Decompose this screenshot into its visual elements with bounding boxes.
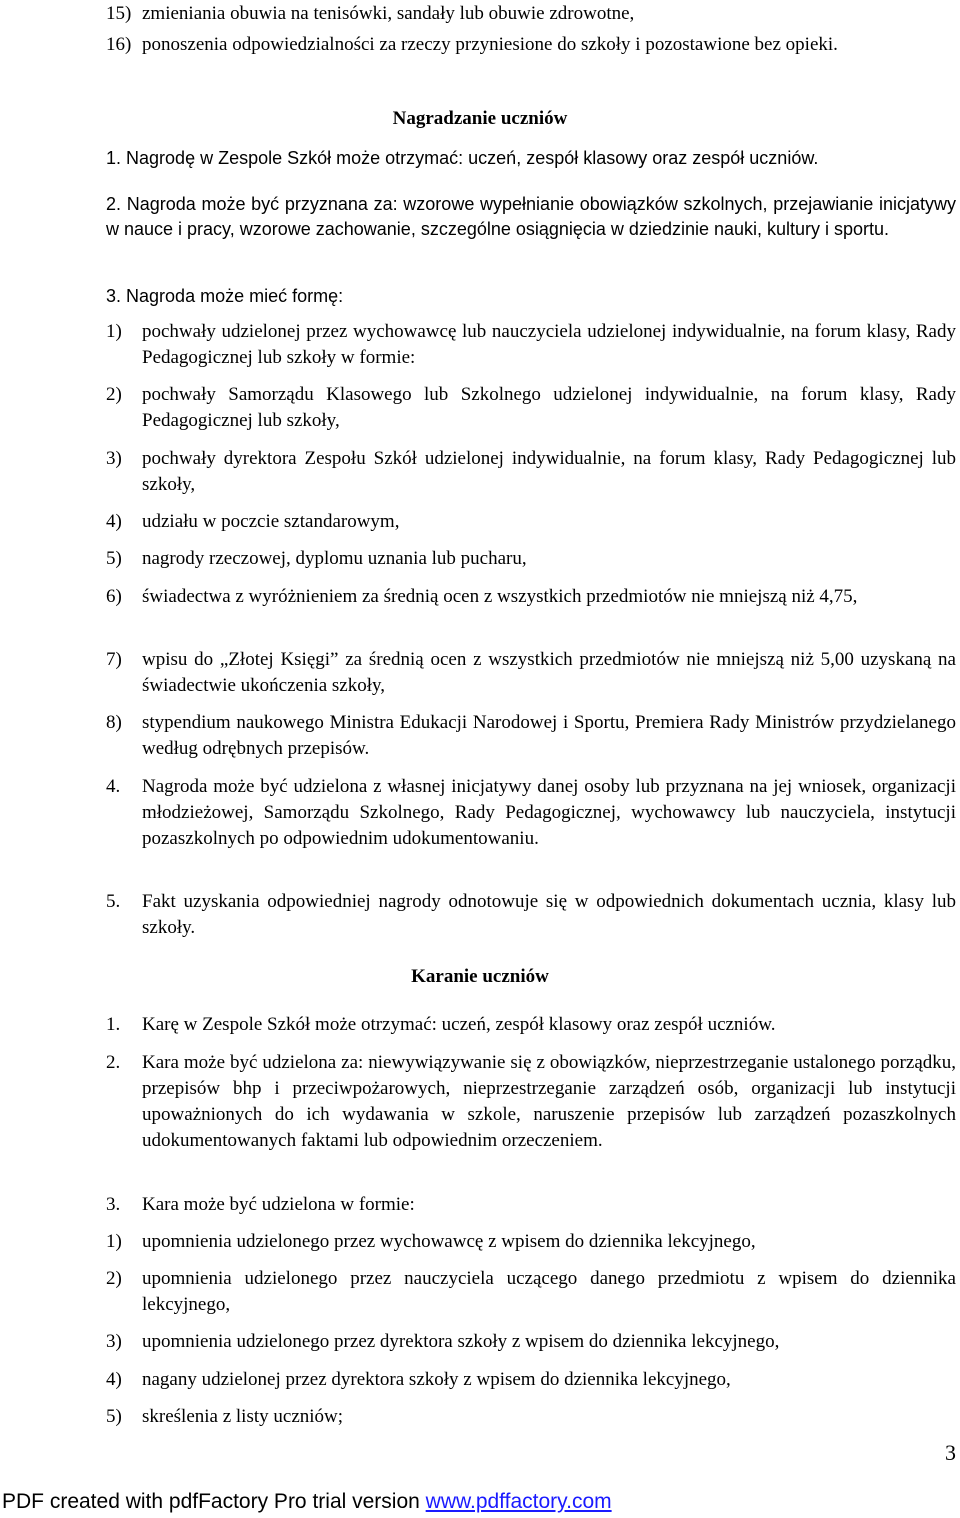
list-item xyxy=(106,1404,956,1430)
paragraph-number: 1. xyxy=(106,148,122,168)
list-text: upomnienia udzielonego przez dyrektora szkoły z wpisem do dziennika lekcyjnego, xyxy=(142,1331,780,1352)
paragraph-text: Kara może być udzielona w formie: xyxy=(142,1194,415,1215)
list-text: pochwały Samorządu Klasowego lub Szkolnego udzielonej indywidualnie, na forum klasy, Rady Pedagogicznej lub szkoły, xyxy=(142,384,956,431)
list-item xyxy=(106,509,956,535)
list-item xyxy=(106,1329,956,1355)
footer-text: PDF created with pdfFactory Pro trial version xyxy=(2,1490,426,1513)
section-heading-penalties: Karanie uczniów xyxy=(411,966,549,987)
list-text: zmieniania obuwia na tenisówki, sandały lub obuwie zdrowotne, xyxy=(142,3,635,24)
paragraph-text: Karę w Zespole Szkół może otrzymać: uczeń, zespół klasowy oraz zespół uczniów. xyxy=(142,1014,776,1035)
list-item xyxy=(106,1367,956,1393)
list-item xyxy=(106,1266,956,1318)
list-text: wpisu do „Złotej Księgi” za średnią ocen z wszystkich przedmiotów nie mniejszą niż 5,00 uzyskaną na świadectwie ukończenia szkoły, xyxy=(142,649,956,696)
list-text: nagrody rzeczowej, dyplomu uznania lub pucharu, xyxy=(142,548,527,569)
paragraph-number: 5. xyxy=(106,891,121,912)
list-item xyxy=(106,710,956,762)
list-number: 15) xyxy=(106,3,132,24)
paragraph-number: 2. xyxy=(106,194,122,214)
list-number: 5) xyxy=(106,1406,122,1427)
paragraph-number: 3. xyxy=(106,1194,121,1215)
list-number: 7) xyxy=(106,649,122,670)
list-number: 5) xyxy=(106,548,122,569)
list-number: 8) xyxy=(106,712,122,733)
list-number: 4) xyxy=(106,511,122,532)
list-item xyxy=(106,32,956,58)
paragraph xyxy=(106,889,956,941)
list-text: pochwały udzielonej przez wychowawcę lub nauczyciela udzielonej indywidualnie, na forum klasy, Rady Pedagogicznej lub szkoły w formie: xyxy=(142,321,956,368)
list-text: udziału w poczcie sztandarowym, xyxy=(142,511,400,532)
list-number: 2) xyxy=(106,384,122,405)
paragraph xyxy=(106,192,956,242)
list-text: upomnienia udzielonego przez wychowawcę z wpisem do dziennika lekcyjnego, xyxy=(142,1231,756,1252)
list-item xyxy=(106,546,956,572)
paragraph xyxy=(106,1192,956,1218)
list-text: nagany udzielonej przez dyrektora szkoły z wpisem do dziennika lekcyjnego, xyxy=(142,1369,731,1390)
list-number: 1) xyxy=(106,321,122,342)
list-item xyxy=(106,1229,956,1255)
list-text: stypendium naukowego Ministra Edukacji Narodowej i Sportu, Premiera Rady Ministrów przydzielanego według odrębnych przepisów. xyxy=(142,712,956,759)
list-number: 3) xyxy=(106,448,122,469)
list-number: 1) xyxy=(106,1231,122,1252)
paragraph xyxy=(106,146,956,171)
paragraph xyxy=(106,1012,956,1038)
list-item xyxy=(106,584,956,610)
paragraph-text: Nagroda może mieć formę: xyxy=(126,286,344,306)
paragraph-text: Kara może być udzielona za: niewywiązywanie się z obowiązków, nieprzestrzeganie ustalonego porządku, przepisów bhp i przeciwpożarowych, nieprzestrzeganie zarządzeń osób, organizacji lub instytucji upoważnionych do ich wydawania w szkole, naruszenie przepisów lub zarządzeń pozaszkolnych udokumentowanych faktami lub odpowiednim orzeczeniem. xyxy=(142,1052,956,1151)
pdf-footer xyxy=(2,1489,612,1515)
list-item xyxy=(106,446,956,498)
list-text: upomnienia udzielonego przez nauczyciela uczącego danego przedmiotu z wpisem do dziennika lekcyjnego, xyxy=(142,1268,956,1315)
paragraph xyxy=(106,774,956,852)
paragraph-number: 1. xyxy=(106,1014,121,1035)
paragraph-number: 2. xyxy=(106,1052,121,1073)
list-item xyxy=(106,647,956,699)
list-text: świadectwa z wyróżnieniem za średnią ocen z wszystkich przedmiotów nie mniejszą niż 4,75, xyxy=(142,586,858,607)
paragraph-text: Nagrodę w Zespole Szkół może otrzymać: uczeń, zespół klasowy oraz zespół uczniów. xyxy=(126,148,819,168)
page-number: 3 xyxy=(945,1440,956,1465)
paragraph xyxy=(106,284,956,309)
list-text: skreślenia z listy uczniów; xyxy=(142,1406,344,1427)
list-number: 2) xyxy=(106,1268,122,1289)
list-item xyxy=(106,319,956,371)
paragraph-number: 3. xyxy=(106,286,122,306)
list-text: ponoszenia odpowiedzialności za rzeczy przyniesione do szkoły i pozostawione bez opieki. xyxy=(142,34,838,55)
list-item xyxy=(106,382,956,434)
paragraph-text: Nagroda może być przyznana za: wzorowe wypełnianie obowiązków szkolnych, przejawianie inicjatywy w nauce i pracy, wzorowe zachowanie, szczególne osiągnięcia w dziedzinie nauki, kultury i sportu. xyxy=(106,194,956,239)
footer-link[interactable]: www.pdffactory.com xyxy=(425,1490,612,1513)
list-number: 4) xyxy=(106,1369,122,1390)
paragraph-text: Fakt uzyskania odpowiedniej nagrody odnotowuje się w odpowiednich dokumentach ucznia, klasy lub szkoły. xyxy=(142,891,956,938)
list-item xyxy=(106,1,956,27)
paragraph-text: Nagroda może być udzielona z własnej inicjatywy danej osoby lub przyznana na jej wniosek, organizacji młodzieżowej, Samorządu Szkolnego, Rady Pedagogicznej, wychowawcy lub nauczyciela, instytucji pozaszkolnych po odpowiednim udokumentowaniu. xyxy=(142,776,956,849)
section-heading-rewards: Nagradzanie uczniów xyxy=(392,108,568,129)
list-number: 16) xyxy=(106,34,132,55)
paragraph-number: 4. xyxy=(106,776,121,797)
list-number: 6) xyxy=(106,586,122,607)
paragraph xyxy=(106,1050,956,1154)
list-number: 3) xyxy=(106,1331,122,1352)
list-text: pochwały dyrektora Zespołu Szkół udzielonej indywidualnie, na forum klasy, Rady Pedagogicznej lub szkoły, xyxy=(142,448,956,495)
